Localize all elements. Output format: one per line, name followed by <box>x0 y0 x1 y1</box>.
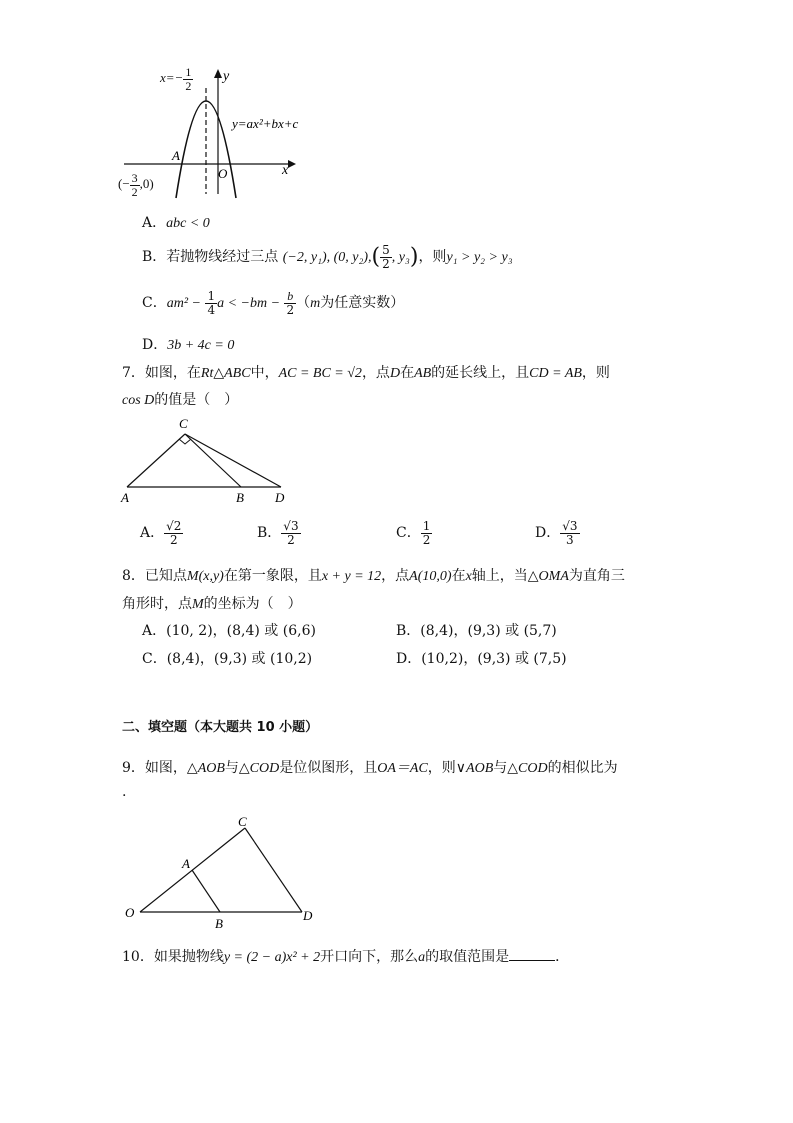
q6-a-text: abc < 0 <box>166 216 210 231</box>
q7-option-b <box>257 520 301 546</box>
fig-point-a: A <box>172 148 180 163</box>
q9-t5: 与 <box>493 760 508 776</box>
q6-c-part1: am² − <box>166 296 201 312</box>
q10-stem <box>122 946 569 966</box>
q7-num: 7．如图，在 <box>122 365 201 381</box>
q7-d-num: √3 <box>562 519 578 533</box>
q8-t1: 8．已知点 <box>122 568 187 584</box>
q8-line2-b: 的坐标为（ ） <box>203 596 302 612</box>
q9-stem-line2: . <box>122 784 127 800</box>
q10-end: ． <box>555 949 570 965</box>
q8-m: M(x,y) <box>186 569 224 584</box>
q7-line2-tail: 的值是（ ） <box>154 392 239 408</box>
q6-option-c <box>142 290 404 316</box>
root-frac-num: 3 <box>131 171 138 185</box>
q6-d-letter: D． <box>142 337 168 353</box>
q7-rt: Rt△ABC <box>200 366 251 381</box>
axis-frac-den: 2 <box>185 78 192 93</box>
q8-sum: x + y = 12 <box>321 569 382 584</box>
q6-c-frac2-num: b <box>284 290 296 304</box>
q9-fig-c: C <box>238 814 247 829</box>
q6-b-text1: 若抛物线经过三点 <box>166 249 279 266</box>
q8-tri: △OMA <box>527 569 569 584</box>
q7-d-letter: D． <box>535 525 561 542</box>
root-open: (− <box>118 176 130 192</box>
q7-d: D <box>389 366 401 381</box>
q6-b-inequality: y₁ > y₂ > y₃ <box>446 250 513 266</box>
q7-b-num: √3 <box>283 519 299 533</box>
q9-t2: 与 <box>224 760 239 776</box>
q8-line2-m: M <box>192 597 204 612</box>
q7-fig-c: C <box>179 416 188 431</box>
q8-option-c: C．(8,4)，(9,3) 或 (10,2) <box>142 651 313 667</box>
q8-option-a: A．(10, 2)，(8,4) 或 (6,6) <box>142 623 316 639</box>
q7-b-den: 2 <box>287 532 295 547</box>
q8-option-d: D．(10,2)，(9,3) 或 (7,5) <box>396 651 567 667</box>
fig-root-label <box>118 172 154 198</box>
q9-tri1: △AOB <box>186 761 225 776</box>
q9-tri2: △COD <box>238 761 280 776</box>
q9-tri4: △COD <box>507 761 548 776</box>
q10-t1: 10．如果抛物线 <box>122 949 224 965</box>
q10-t2: 开口向下，那么 <box>320 949 419 965</box>
q6-c-frac2-den: 2 <box>286 302 295 317</box>
q9-fig-b: B <box>215 916 223 930</box>
q9-tri3: ∨AOB <box>455 761 494 776</box>
q7-fig-d: D <box>275 490 285 505</box>
q9-similar-triangles-figure <box>120 812 320 930</box>
answer-blank[interactable] <box>509 948 555 961</box>
q9-t3: 是位似图形，且 <box>279 760 378 776</box>
q6-option-d <box>142 334 234 354</box>
q8-t4: 在 <box>451 568 466 584</box>
q8-option-b: B．(8,4)，(9,3) 或 (5,7) <box>396 623 557 639</box>
q9-cond: OA＝AC <box>377 761 428 776</box>
q7-option-c <box>396 520 432 546</box>
axis-frac-num: 1 <box>185 65 192 79</box>
q7-c-den: 2 <box>422 532 431 547</box>
q7-a-den: 2 <box>169 532 178 547</box>
q6-b-letter: B． <box>142 249 167 266</box>
fig-x-label: x <box>282 163 289 178</box>
axis-label-text: x=− <box>160 70 184 86</box>
q9-t1: 9．如图， <box>122 760 187 776</box>
q7-fig-b: B <box>236 490 244 505</box>
q6-b-points: (−2, y₁), (0, y₂), <box>282 250 372 266</box>
q6-d-text: 3b + 4c = 0 <box>167 338 235 353</box>
q7-t5: ，则 <box>581 365 610 381</box>
q6-c-note-rest: 为任意实数） <box>320 295 405 312</box>
q9-fig-o: O <box>125 905 135 920</box>
q6-b-pt3: , y₃ <box>391 250 410 266</box>
q7-t3: 在 <box>400 365 415 381</box>
q8-t3: ，点 <box>381 568 410 584</box>
fig-symmetry-label <box>160 66 193 92</box>
q7-a-num: √2 <box>166 519 182 533</box>
fig-func-label: y=ax²+bx+c <box>232 116 299 131</box>
q6-c-frac1-den: 4 <box>207 302 216 317</box>
q6-c-note-open: （ <box>296 295 311 312</box>
q8-t6: 为直角三 <box>568 568 625 584</box>
q10-a: a <box>418 950 426 965</box>
q8-stem-line2 <box>122 593 302 613</box>
q7-stem-line1 <box>122 362 610 382</box>
fig-y-label: y <box>223 69 230 84</box>
fig-origin: O <box>218 166 228 181</box>
q9-fig-a: A <box>182 856 190 871</box>
q8-t5: 轴上，当 <box>471 568 528 584</box>
q8-a: A(10,0) <box>409 569 452 584</box>
q7-stem-line2 <box>122 389 238 409</box>
q7-cdab: CD = AB <box>529 366 582 381</box>
q7-fig-a: A <box>121 490 129 505</box>
q6-option-a <box>142 212 210 232</box>
q6-c-frac1-num: 1 <box>207 289 216 303</box>
root-close: ,0) <box>139 176 154 192</box>
q7-cosd: cos D <box>122 393 155 408</box>
q6-b-frac-num: 5 <box>382 243 390 257</box>
q7-triangle-figure <box>115 414 300 506</box>
q6-b-text2: ，则 <box>418 249 447 266</box>
q7-cond: AC = BC = √2 <box>278 366 362 381</box>
q7-option-d <box>535 520 580 546</box>
q7-a-letter: A． <box>140 525 165 542</box>
q7-c-letter: C． <box>396 525 421 542</box>
q7-d-den: 3 <box>566 532 574 547</box>
q6-b-frac-den: 2 <box>382 256 390 271</box>
q6-c-part2: a < −bm − <box>217 296 281 312</box>
q10-expr: y = (2 − a)x² + 2 <box>223 950 321 965</box>
q9-t4: ，则 <box>427 760 456 776</box>
q8-line2-a: 角形时，点 <box>122 596 192 612</box>
q7-b-letter: B． <box>257 525 282 542</box>
q6-a-letter: A． <box>142 215 167 231</box>
q6-c-letter: C． <box>142 295 167 312</box>
section-title: 二、填空题（本大题共 10 小题） <box>122 720 319 735</box>
q7-t4: 的延长线上，且 <box>431 365 530 381</box>
q7-t1: 中， <box>250 365 279 381</box>
root-frac-den: 2 <box>131 184 138 199</box>
q8-stem-line1 <box>122 565 625 585</box>
q6-option-b: B．若抛物线经过三点 (−2, y₁), (0, y₂),( $\frac{5}{2}$ , y₃)，则y₁ > y₂ > y₃ <box>142 243 513 271</box>
q7-c-num: 1 <box>422 519 431 533</box>
q9-t6: 的相似比为 <box>547 760 618 776</box>
q7-option-a <box>140 520 183 546</box>
q6-c-note-m: m <box>310 296 321 312</box>
q8-t2: 在第一象限，且 <box>223 568 322 584</box>
q9-fig-d: D <box>303 908 313 923</box>
q7-t2: ，点 <box>361 365 390 381</box>
q9-stem-line1 <box>122 757 618 777</box>
q8-x: x <box>465 569 472 584</box>
q7-ab: AB <box>414 366 432 381</box>
q10-t3: 的取值范围是 <box>425 949 510 965</box>
